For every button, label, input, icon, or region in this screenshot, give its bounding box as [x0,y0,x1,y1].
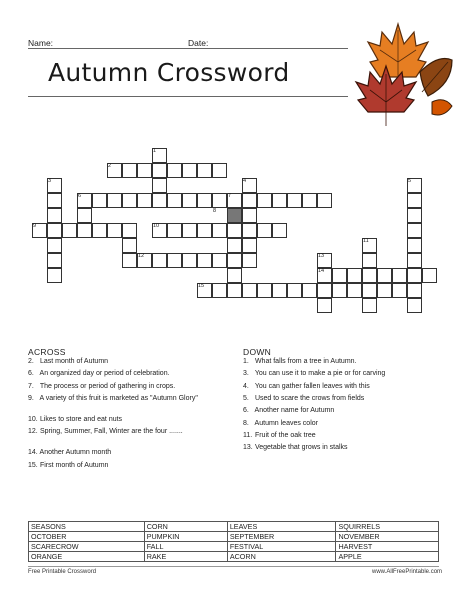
clue-number: 3. [243,370,249,378]
down-clue-item [243,444,443,453]
grid-clue-number: 4 [243,178,247,184]
down-clue-item [243,383,443,392]
down-clue-item [243,420,443,429]
grid-cell[interactable] [167,163,182,178]
grid-cell[interactable] [242,283,257,298]
grid-cell-shaded[interactable] [227,208,242,223]
grid-cell[interactable] [422,268,437,283]
clue-text: The process or period of gathering in crops. [38,382,176,390]
grid-clue-number: 1 [153,148,157,154]
grid-cell[interactable] [227,223,242,238]
grid-clue-number: 13 [318,253,325,259]
word-bank-word: RAKE [144,552,227,562]
clue-number: 15. [28,461,38,469]
clue-number: 11. [243,431,253,439]
down-clue-item [243,407,443,416]
grid-cell[interactable] [182,223,197,238]
grid-cell[interactable] [107,193,122,208]
grid-cell[interactable] [152,253,167,268]
grid-cell[interactable] [167,253,182,268]
word-bank-word: APPLE [336,552,439,562]
grid-cell[interactable] [287,193,302,208]
clue-number: 10. [28,415,38,423]
clue-text: Autumn leaves color [253,419,318,427]
clue-number: 6. [28,370,34,378]
grid-cell[interactable] [47,238,62,253]
grid-cell[interactable] [47,223,62,238]
grid-cell[interactable] [47,193,62,208]
word-bank-row [29,522,439,532]
clue-number: 4. [243,382,249,390]
word-bank-word: NOVEMBER [336,532,439,542]
grid-cell[interactable] [407,268,422,283]
name-label: Name: [28,38,54,48]
grid-clue-number: 2 [108,163,112,169]
grid-clue-number: 12 [138,253,145,259]
word-bank-word: OCTOBER [29,532,145,542]
grid-cell[interactable] [227,283,242,298]
grid-cell[interactable] [377,283,392,298]
grid-cell[interactable] [347,268,362,283]
grid-cell[interactable] [362,298,377,313]
clue-text: Last month of Autumn [38,358,109,365]
grid-cell[interactable] [287,283,302,298]
grid-cell[interactable] [212,253,227,268]
grid-cell[interactable] [257,223,272,238]
down-clue-item [243,370,443,379]
across-clue-item [28,358,223,367]
clue-text: An organized day or period of celebration. [38,370,170,378]
clue-text: Likes to store and eat nuts [38,415,123,423]
grid-cell[interactable] [122,163,137,178]
grid-cell[interactable] [317,283,332,298]
clue-number: 6. [243,407,249,415]
clue-number: 1. [243,358,249,365]
grid-clue-number: 14 [318,268,325,274]
grid-cell[interactable] [332,283,347,298]
across-clue-item [28,383,223,392]
clue-number: 7. [28,382,34,390]
grid-cell[interactable] [137,163,152,178]
clue-text: Another name for Autumn [253,407,335,415]
grid-cell[interactable] [212,223,227,238]
grid-cell[interactable] [122,193,137,208]
grid-cell[interactable] [392,283,407,298]
grid-clue-number: 15 [198,283,205,289]
grid-cell[interactable] [362,268,377,283]
word-bank-word: HARVEST [336,542,439,552]
grid-cell[interactable] [407,298,422,313]
grid-clue-number: 11 [363,238,369,244]
grid-clue-number: 8 [213,208,217,214]
across-clue-item [28,370,223,379]
grid-cell[interactable] [377,268,392,283]
grid-clue-number: 5 [408,178,412,184]
clue-number: 2. [28,358,34,365]
footer-divider [28,566,439,567]
grid-cell[interactable] [407,223,422,238]
word-bank-word: SQUIRRELS [336,522,439,532]
grid-cell[interactable] [182,253,197,268]
down-clue-item [243,358,443,367]
grid-cell[interactable] [182,163,197,178]
grid-cell[interactable] [122,253,137,268]
down-clue-item [243,395,443,404]
clue-text: First month of Autumn [38,461,109,469]
grid-cell[interactable] [122,223,137,238]
grid-cell[interactable] [47,268,62,283]
grid-cell[interactable] [167,223,182,238]
grid-clue-number: 9 [33,223,37,229]
grid-cell[interactable] [197,193,212,208]
grid-cell[interactable] [317,193,332,208]
grid-cell[interactable] [152,163,167,178]
grid-cell[interactable] [257,193,272,208]
grid-cell[interactable] [182,193,197,208]
grid-cell[interactable] [407,253,422,268]
word-bank-word: ORANGE [29,552,145,562]
grid-cell[interactable] [407,208,422,223]
grid-cell[interactable] [407,238,422,253]
word-bank-word: LEAVES [227,522,336,532]
grid-cell[interactable] [272,283,287,298]
grid-cell[interactable] [242,208,257,223]
grid-clue-number: 6 [78,193,82,199]
grid-cell[interactable] [362,253,377,268]
clue-text: Used to scare the crows from fields [253,394,365,402]
word-bank-word: PUMPKIN [144,532,227,542]
clue-text: Another Autumn month [38,449,112,457]
clue-text: You can use it to make a pie or for carving [253,370,386,378]
word-bank-row [29,532,439,542]
grid-cell[interactable] [242,193,257,208]
word-bank-word: SEASONS [29,522,145,532]
word-bank-word: ACORN [227,552,336,562]
word-bank-word: SCARECROW [29,542,145,552]
grid-cell[interactable] [272,193,287,208]
grid-cell[interactable] [257,283,272,298]
clue-text: Vegetable that grows in stalks [253,444,348,452]
grid-cell[interactable] [92,193,107,208]
grid-clue-number: 7 [228,193,232,199]
word-bank-word: CORN [144,522,227,532]
grid-cell[interactable] [227,238,242,253]
grid-cell[interactable] [197,223,212,238]
clue-number: 14. [28,449,38,457]
across-clue-item [28,449,223,458]
grid-cell[interactable] [152,178,167,193]
date-label: Date: [188,38,209,48]
word-bank-word: FESTIVAL [227,542,336,552]
grid-cell[interactable] [212,283,227,298]
grid-clue-number: 3 [48,178,52,184]
grid-cell[interactable] [332,268,347,283]
across-heading: ACROSS [28,347,66,357]
grid-cell[interactable] [362,283,377,298]
across-clue-item [28,428,223,437]
grid-cell[interactable] [407,193,422,208]
clue-number: 5. [243,394,249,402]
clue-number: 13. [243,444,253,452]
grid-cell[interactable] [227,268,242,283]
word-bank-row [29,552,439,562]
down-clue-item [243,432,443,441]
grid-cell[interactable] [77,208,92,223]
grid-cell[interactable] [122,238,137,253]
word-bank-row [29,542,439,552]
clue-number: 9. [28,394,34,402]
grid-cell[interactable] [227,253,242,268]
grid-clue-number: 10 [153,223,160,229]
grid-cell[interactable] [47,208,62,223]
grid-cell[interactable] [47,253,62,268]
grid-cell[interactable] [212,163,227,178]
grid-cell[interactable] [392,268,407,283]
across-clue-item [28,395,223,404]
grid-cell[interactable] [242,253,257,268]
clue-text: Spring, Summer, Fall, Winter are the four ....... [38,428,183,436]
grid-cell[interactable] [62,223,77,238]
across-clue-item [28,462,223,471]
clue-text: What falls from a tree in Autumn. [253,358,357,365]
across-clue-item [28,416,223,425]
grid-cell[interactable] [137,193,152,208]
clue-text: You can gather fallen leaves with this [253,382,370,390]
grid-cell[interactable] [242,223,257,238]
grid-cell[interactable] [107,223,122,238]
page-title: Autumn Crossword [48,58,290,87]
grid-cell[interactable] [272,223,287,238]
grid-cell[interactable] [212,193,227,208]
grid-cell[interactable] [302,283,317,298]
grid-cell[interactable] [92,223,107,238]
footer-left-text: Free Printable Crossword [28,569,97,575]
grid-cell[interactable] [242,238,257,253]
word-bank-table [28,521,439,562]
clue-number: 12. [28,428,38,436]
clue-number: 8. [243,419,249,427]
grid-cell[interactable] [317,298,332,313]
down-heading: DOWN [243,347,272,357]
grid-cell[interactable] [347,283,362,298]
grid-cell[interactable] [407,283,422,298]
grid-cell[interactable] [302,193,317,208]
grid-cell[interactable] [152,193,167,208]
grid-cell[interactable] [77,223,92,238]
grid-cell[interactable] [197,253,212,268]
grid-cell[interactable] [167,193,182,208]
grid-cell[interactable] [197,163,212,178]
footer-right-text: www.AllFreePrintable.com [372,569,443,575]
word-bank-word: SEPTEMBER [227,532,336,542]
clue-text: A variety of this fruit is marketed as "Autumn Glory" [38,394,198,402]
clue-text: Fruit of the oak tree [253,431,316,439]
word-bank-word: FALL [144,542,227,552]
